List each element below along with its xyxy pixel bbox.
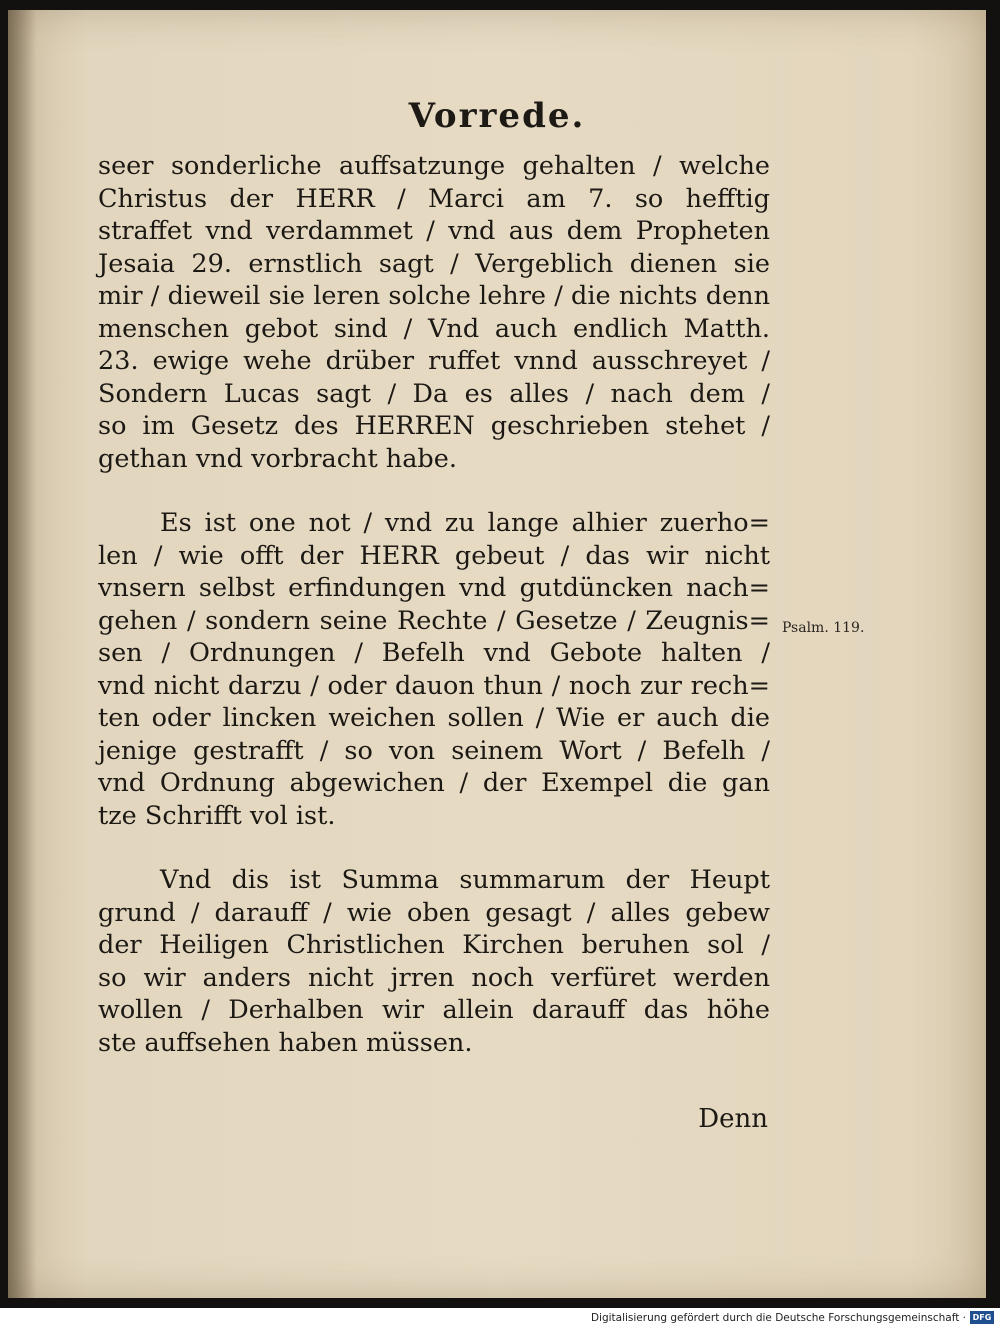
paragraph-gap (98, 832, 770, 864)
paragraph (98, 507, 770, 832)
text-line: vnd Ordnung abgewichen / der Exempel die gan (98, 768, 770, 798)
text-line: so im Gesetz des HERREN geschrieben stehet / (98, 411, 770, 441)
paragraph-gap (98, 475, 770, 507)
running-head: Vorrede. (408, 96, 586, 136)
text-line: Sondern Lucas sagt / Da es alles / nach dem / (98, 378, 770, 409)
margin-note: Psalm. 119. (782, 620, 865, 636)
text-line: Es ist one not / vnd zu lange alhier zuerho= (160, 508, 770, 538)
text-line: so wir anders nicht jrren noch verfüret werden (98, 962, 770, 993)
text-line: Jesaia 29. ernstlich sagt / Vergeblich dienen sie (98, 248, 770, 279)
book-page (8, 10, 986, 1298)
text-line: mir / dieweil sie leren solche lehre / die nichts denn (98, 281, 770, 311)
text-line: 23. ewige wehe drüber ruffet vnnd ausschreyet / (98, 346, 770, 376)
paragraph (98, 150, 770, 475)
text-line: jenige gestrafft / so von seinem Wort / Befelh / (98, 735, 770, 766)
paragraph (98, 864, 770, 1059)
text-line: menschen gebot sind / Vnd auch endlich Matth. (98, 313, 770, 344)
text-line: sen / Ordnungen / Befelh vnd Gebote halten / (98, 638, 770, 668)
text-line: grund / darauff / wie oben gesagt / alles gebew (98, 897, 770, 928)
text-line: seer sonderliche auffsatzunge gehalten / welche (98, 151, 770, 181)
text-line: straffet vnd verdammet / vnd aus dem Propheten (98, 216, 770, 246)
page-gutter-shadow (8, 10, 36, 1298)
text-line: len / wie offt der HERR gebeut / das wir nicht (98, 540, 770, 571)
footer-credit: Digitalisierung gefördert durch die Deutsche Forschungsgemeinschaft · (590, 1312, 966, 1324)
text-line: gehen / sondern seine Rechte / Gesetze / Zeugnis= (98, 605, 770, 636)
dfg-logo-icon: DFG (970, 1311, 994, 1324)
catchword: Denn (698, 1104, 768, 1134)
text-line: tze Schrifft vol ist. (98, 800, 336, 831)
text-line: Vnd dis ist Summa summarum der Heupt (160, 865, 770, 895)
text-line: wollen / Derhalben wir allein darauff das höhe (98, 995, 770, 1025)
text-line: vnsern selbst erfindungen vnd gutdüncken nach= (98, 573, 770, 603)
text-line: gethan vnd vorbracht habe. (98, 443, 457, 474)
text-line: der Heiligen Christlichen Kirchen beruhen sol / (98, 930, 770, 960)
text-block (98, 150, 770, 1059)
text-line: Christus der HERR / Marci am 7. so hefftig (98, 183, 770, 214)
text-line: ste auffsehen haben müssen. (98, 1027, 473, 1058)
text-line: ten oder lincken weichen sollen / Wie er auch die (98, 703, 770, 733)
text-line: vnd nicht darzu / oder dauon thun / noch zur rech= (98, 670, 770, 701)
